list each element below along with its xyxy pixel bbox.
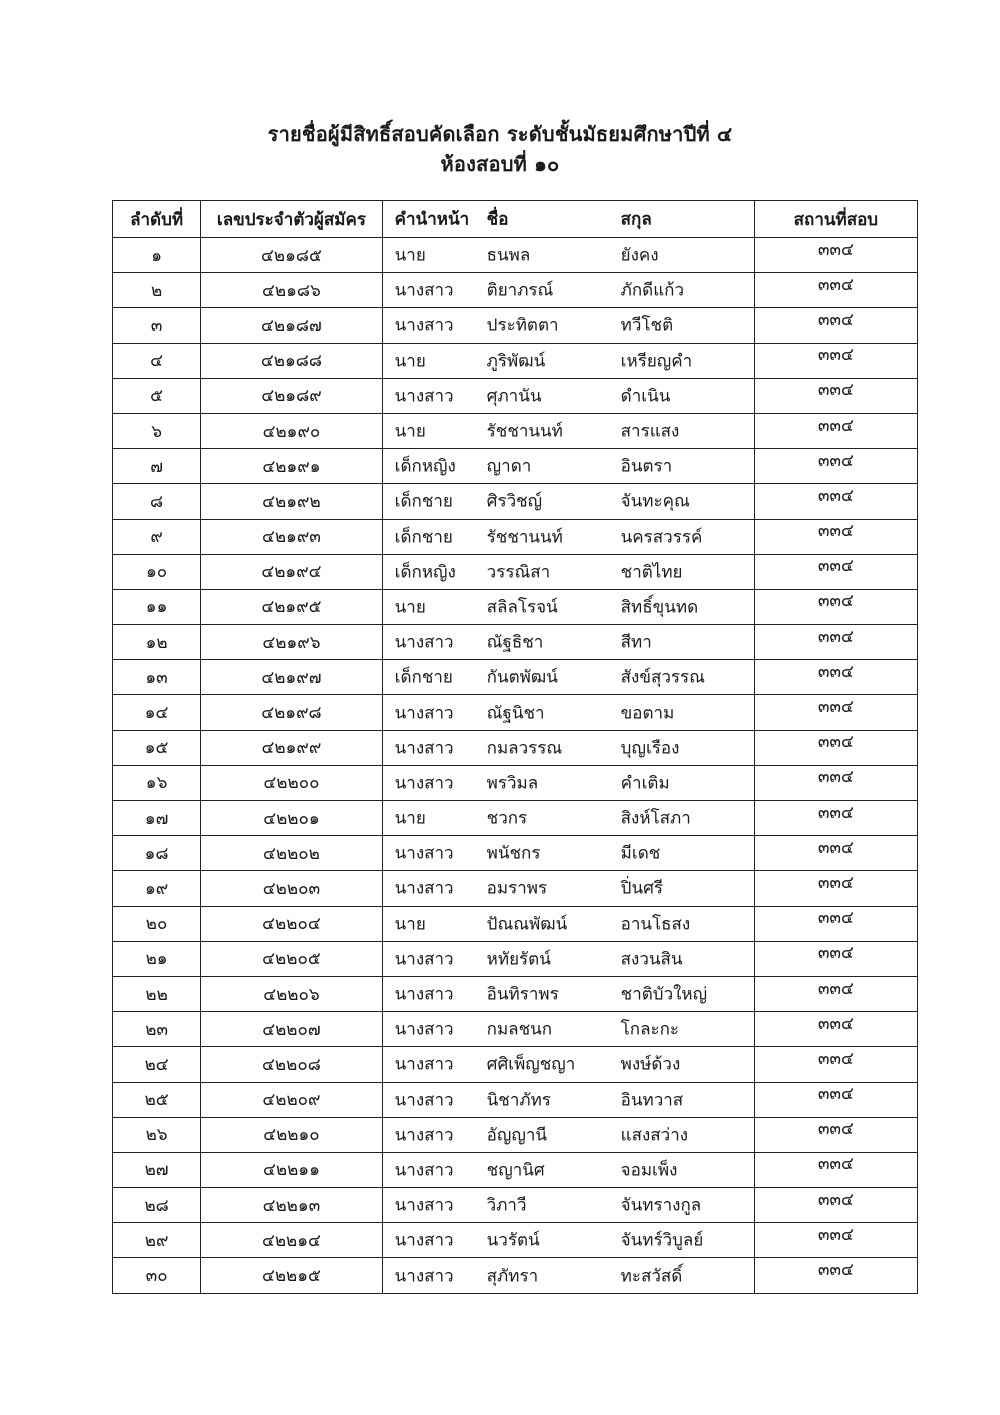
name-group [382,1152,754,1187]
row-number: ๒๙ [113,1223,201,1258]
surname: ปิ่นศรี [620,878,664,899]
applicant-id: ๔๒๑๙๒ [201,484,382,519]
table-row [113,1223,918,1258]
row-number: ๓๐ [113,1258,201,1293]
first-name: นวรัตน์ [486,1230,540,1251]
name-prefix: นางสาว [394,703,454,724]
name-group [382,1188,754,1223]
table-body [113,238,918,1294]
name-group [382,519,754,554]
applicant-id: ๔๒๒๑๕ [201,1258,382,1293]
exam-site: ๓๓๔ [817,485,854,506]
row-number: ๔ [113,343,201,378]
exam-site-cell [754,1117,917,1152]
name-group [382,1223,754,1258]
applicant-id: ๔๒๒๐๕ [201,941,382,976]
table-row [113,625,918,660]
applicant-id: ๔๒๑๙๕ [201,589,382,624]
applicant-id: ๔๒๑๘๗ [201,308,382,343]
applicant-id: ๔๒๒๐๗ [201,1012,382,1047]
name-prefix: เด็กชาย [394,491,453,512]
exam-site-cell [754,730,917,765]
first-name: สลิลโรจน์ [486,597,558,618]
name-group [382,730,754,765]
exam-site: ๓๓๔ [817,380,854,401]
document-title: รายชื่อผู้มีสิทธิ์สอบคัดเลือก ระดับชั้นมัธยมศึกษาปีที่ ๔ [267,122,733,146]
row-number: ๕ [113,378,201,413]
table-row [113,589,918,624]
applicant-id: ๔๒๒๑๐ [201,1117,382,1152]
first-name: รัชชานนท์ [486,527,563,548]
name-prefix: นาย [394,914,426,935]
first-name: วิภาวี [486,1195,527,1216]
name-group [382,765,754,800]
exam-site-cell [754,1223,917,1258]
exam-site: ๓๓๔ [817,309,854,330]
surname: ทวีโชติ [620,315,674,336]
applicant-id: ๔๒๒๑๔ [201,1223,382,1258]
header-first-name: ชื่อ [486,209,509,230]
applicant-id: ๔๒๑๙๐ [201,413,382,448]
row-number: ๒ [113,273,201,308]
surname: บุญเรือง [620,738,680,759]
name-prefix: นางสาว [394,386,454,407]
surname: อินทวาส [620,1090,684,1111]
surname: ชาติบัวใหญ่ [620,984,708,1005]
exam-site-cell [754,449,917,484]
surname: จันทรางกูล [620,1195,702,1216]
exam-site: ๓๓๔ [817,978,854,999]
first-name: ศุภานัน [486,386,542,407]
name-group [382,238,754,273]
name-prefix: นาย [394,808,426,829]
first-name: นิชาภัทร [486,1090,551,1111]
table-row [113,273,918,308]
row-number: ๒๘ [113,1188,201,1223]
name-group [382,660,754,695]
table-row [113,308,918,343]
applicant-id: ๔๒๒๐๙ [201,1082,382,1117]
table-row [113,765,918,800]
applicant-id: ๔๒๑๙๙ [201,730,382,765]
first-name: ประทิตตา [486,315,559,336]
first-name: อัญญานี [486,1125,548,1146]
first-name: กมลวรรณ [486,738,563,759]
row-number: ๑๔ [113,695,201,730]
table-row [113,836,918,871]
first-name: ศิรวิชญ์ [486,491,543,512]
table-row [113,906,918,941]
first-name: รัชชานนท์ [486,421,563,442]
first-name: อมราพร [486,878,548,899]
name-prefix: นางสาว [394,738,454,759]
table-row [113,1047,918,1082]
name-prefix: นางสาว [394,280,454,301]
name-prefix: นาย [394,597,426,618]
exam-site-cell [754,660,917,695]
applicant-id: ๔๒๑๘๙ [201,378,382,413]
name-group [382,413,754,448]
surname: ขอตาม [620,703,675,724]
first-name: ติยาภรณ์ [486,280,554,301]
applicant-id: ๔๒๑๘๘ [201,343,382,378]
first-name: ปัณณพัฒน์ [486,914,568,935]
name-group [382,976,754,1011]
exam-site: ๓๓๔ [817,732,854,753]
row-number: ๑ [113,238,201,273]
name-prefix: เด็กหญิง [394,562,456,583]
name-group [382,378,754,413]
name-group [382,1047,754,1082]
exam-site-cell [754,413,917,448]
surname: สิงห์โสภา [620,808,691,829]
exam-site-cell [754,695,917,730]
exam-site: ๓๓๔ [817,1189,854,1210]
table-row [113,1117,918,1152]
header-applicant-id: เลขประจำตัวผู้สมัคร [201,201,382,238]
row-number: ๑๘ [113,836,201,871]
name-group [382,906,754,941]
surname: เหรียญคำ [620,351,693,372]
header-surname: สกุล [620,209,652,230]
exam-site-cell [754,871,917,906]
exam-site-cell [754,273,917,308]
name-group [382,625,754,660]
exam-site-cell [754,625,917,660]
row-number: ๑๒ [113,625,201,660]
name-group [382,484,754,519]
applicant-id: ๔๒๑๙๑ [201,449,382,484]
name-prefix: นางสาว [394,1019,454,1040]
exam-site-cell [754,765,917,800]
applicant-id: ๔๒๒๐๔ [201,906,382,941]
exam-site: ๓๓๔ [817,697,854,718]
exam-site: ๓๓๔ [817,239,854,260]
surname: คำเติม [620,773,670,794]
row-number: ๑๖ [113,765,201,800]
surname: โกละกะ [620,1019,680,1040]
exam-site-cell [754,1258,917,1293]
exam-site-cell [754,378,917,413]
first-name: กันตพัฒน์ [486,667,558,688]
row-number: ๒๔ [113,1047,201,1082]
first-name: ชวกร [486,808,528,829]
exam-site-cell [754,1082,917,1117]
name-prefix: นางสาว [394,1125,454,1146]
applicant-id: ๔๒๒๐๑ [201,801,382,836]
exam-site-cell [754,554,917,589]
row-number: ๑๐ [113,554,201,589]
exam-site-cell [754,308,917,343]
first-name: ณัฐนิชา [486,703,545,724]
applicant-id: ๔๒๑๙๔ [201,554,382,589]
surname: สงวนสิน [620,949,683,970]
name-prefix: นางสาว [394,1230,454,1251]
row-number: ๒๗ [113,1152,201,1187]
exam-site-cell [754,484,917,519]
table-row [113,941,918,976]
exam-site-cell [754,801,917,836]
exam-site: ๓๓๔ [817,661,854,682]
first-name: ชญานิศ [486,1160,545,1181]
first-name: ภูริพัฒน์ [486,351,546,372]
header-name-group [382,201,754,238]
table-row [113,413,918,448]
first-name: ธนพล [486,245,531,266]
name-prefix: นางสาว [394,1266,454,1287]
name-prefix: เด็กชาย [394,527,453,548]
name-prefix: นางสาว [394,1160,454,1181]
name-prefix: นางสาว [394,984,454,1005]
name-prefix: เด็กชาย [394,667,453,688]
row-number: ๘ [113,484,201,519]
applicant-id: ๔๒๑๙๓ [201,519,382,554]
surname: จันทะคุณ [620,491,690,512]
row-number: ๒๒ [113,976,201,1011]
applicant-id: ๔๒๒๐๓ [201,871,382,906]
surname: ยังคง [620,245,659,266]
surname: ชาติไทย [620,562,683,583]
exam-site: ๓๓๔ [817,837,854,858]
row-number: ๒๑ [113,941,201,976]
table-row [113,343,918,378]
exam-site: ๓๓๔ [817,450,854,471]
row-number: ๗ [113,449,201,484]
surname: อานโธสง [620,914,691,935]
first-name: ศศิเพ็ญชญา [486,1054,576,1075]
header-row [113,201,918,238]
surname: จันทร์วิบูลย์ [620,1230,704,1251]
exam-site: ๓๓๔ [817,802,854,823]
table-row [113,695,918,730]
name-group [382,554,754,589]
exam-site: ๓๓๔ [817,591,854,612]
name-prefix: นางสาว [394,1090,454,1111]
row-number: ๖ [113,413,201,448]
name-prefix: เด็กหญิง [394,456,456,477]
surname: ทะสวัสดิ์ [620,1266,683,1287]
exam-site: ๓๓๔ [817,1048,854,1069]
name-group [382,871,754,906]
exam-site: ๓๓๔ [817,1224,854,1245]
exam-site-cell [754,589,917,624]
row-number: ๙ [113,519,201,554]
exam-site-cell [754,976,917,1011]
row-number: ๒๐ [113,906,201,941]
surname: สิทธิ์ขุนทด [620,597,699,618]
first-name: สุภัทรา [486,1266,539,1287]
name-group [382,941,754,976]
table-row [113,1188,918,1223]
name-group [382,1012,754,1047]
first-name: พรวิมล [486,773,539,794]
name-prefix: นาย [394,421,426,442]
table-row [113,801,918,836]
row-number: ๑๗ [113,801,201,836]
name-prefix: นางสาว [394,1195,454,1216]
exam-site: ๓๓๔ [817,1119,854,1140]
applicant-id: ๔๒๒๐๘ [201,1047,382,1082]
exam-site: ๓๓๔ [817,908,854,929]
exam-site-cell [754,343,917,378]
header-exam-site: สถานที่สอบ [754,201,917,238]
name-group [382,836,754,871]
applicant-id: ๔๒๒๑๑ [201,1152,382,1187]
exam-site-cell [754,941,917,976]
row-number: ๑๑ [113,589,201,624]
applicant-id: ๔๒๒๐๐ [201,765,382,800]
table-row [113,238,918,273]
table-header [113,201,918,238]
surname: สีทา [620,632,652,653]
name-group [382,449,754,484]
name-prefix: นางสาว [394,1054,454,1075]
surname: ดำเนิน [620,386,671,407]
surname: สารแสง [620,421,680,442]
surname: อินตรา [620,456,673,477]
name-prefix: นางสาว [394,315,454,336]
first-name: วรรณิสา [486,562,551,583]
table-row [113,730,918,765]
name-prefix: นาย [394,351,426,372]
name-prefix: นางสาว [394,773,454,794]
exam-site: ๓๓๔ [817,767,854,788]
exam-site-cell [754,1012,917,1047]
name-group [382,1117,754,1152]
exam-site-cell [754,238,917,273]
table-row [113,1082,918,1117]
surname: นครสวรรค์ [620,527,703,548]
applicant-id: ๔๒๒๑๓ [201,1188,382,1223]
surname: ภักดีแก้ว [620,280,685,301]
first-name: ณัฐธิชา [486,632,544,653]
table-row [113,1152,918,1187]
exam-site-cell [754,1188,917,1223]
exam-site: ๓๓๔ [817,872,854,893]
table-row [113,871,918,906]
header-prefix: คำนำหน้า [394,209,470,230]
exam-site: ๓๓๔ [817,415,854,436]
applicant-id: ๔๒๑๙๗ [201,660,382,695]
table-row [113,1012,918,1047]
surname: แสงสว่าง [620,1125,689,1146]
table-row [113,660,918,695]
header-no: ลำดับที่ [113,201,201,238]
exam-site: ๓๓๔ [817,274,854,295]
first-name: กมลชนก [486,1019,553,1040]
applicant-id: ๔๒๑๘๕ [201,238,382,273]
row-number: ๒๕ [113,1082,201,1117]
exam-site-cell [754,906,917,941]
name-group [382,308,754,343]
table-row [113,976,918,1011]
applicant-id: ๔๒๑๘๖ [201,273,382,308]
surname: สังข์สุวรรณ [620,667,705,688]
surname: พงษ์ด้วง [620,1054,681,1075]
name-prefix: นาย [394,245,426,266]
name-group [382,801,754,836]
applicant-id: ๔๒๑๙๘ [201,695,382,730]
row-number: ๑๕ [113,730,201,765]
exam-site: ๓๓๔ [817,943,854,964]
first-name: ญาดา [486,456,532,477]
name-group [382,1082,754,1117]
table-row [113,378,918,413]
row-number: ๑๙ [113,871,201,906]
applicant-id: ๔๒๑๙๖ [201,625,382,660]
name-prefix: นางสาว [394,632,454,653]
exam-room-title: ห้องสอบที่ ๑๐ [440,152,560,176]
table-row [113,554,918,589]
name-prefix: นางสาว [394,843,454,864]
surname: จอมเพ็ง [620,1160,678,1181]
first-name: พนัชกร [486,843,541,864]
table-row [113,449,918,484]
name-group [382,343,754,378]
table-row [113,1258,918,1293]
table-row [113,484,918,519]
exam-site: ๓๓๔ [817,1154,854,1175]
exam-site: ๓๓๔ [817,1013,854,1034]
exam-site: ๓๓๔ [817,1260,854,1281]
row-number: ๒๖ [113,1117,201,1152]
name-group [382,273,754,308]
exam-site: ๓๓๔ [817,626,854,647]
name-group [382,589,754,624]
row-number: ๓ [113,308,201,343]
exam-site: ๓๓๔ [817,556,854,577]
exam-site-cell [754,1047,917,1082]
first-name: อินทิราพร [486,984,559,1005]
row-number: ๑๓ [113,660,201,695]
exam-site-cell [754,1152,917,1187]
name-prefix: นางสาว [394,949,454,970]
surname: มีเดช [620,843,661,864]
exam-site-cell [754,519,917,554]
name-group [382,1258,754,1293]
applicant-id: ๔๒๒๐๖ [201,976,382,1011]
candidate-table [112,200,918,1294]
exam-site: ๓๓๔ [817,1084,854,1105]
name-prefix: นางสาว [394,878,454,899]
applicant-id: ๔๒๒๐๒ [201,836,382,871]
first-name: หทัยรัตน์ [486,949,551,970]
table-row [113,519,918,554]
exam-site: ๓๓๔ [817,521,854,542]
name-group [382,695,754,730]
row-number: ๒๓ [113,1012,201,1047]
exam-site: ๓๓๔ [817,345,854,366]
exam-site-cell [754,836,917,871]
